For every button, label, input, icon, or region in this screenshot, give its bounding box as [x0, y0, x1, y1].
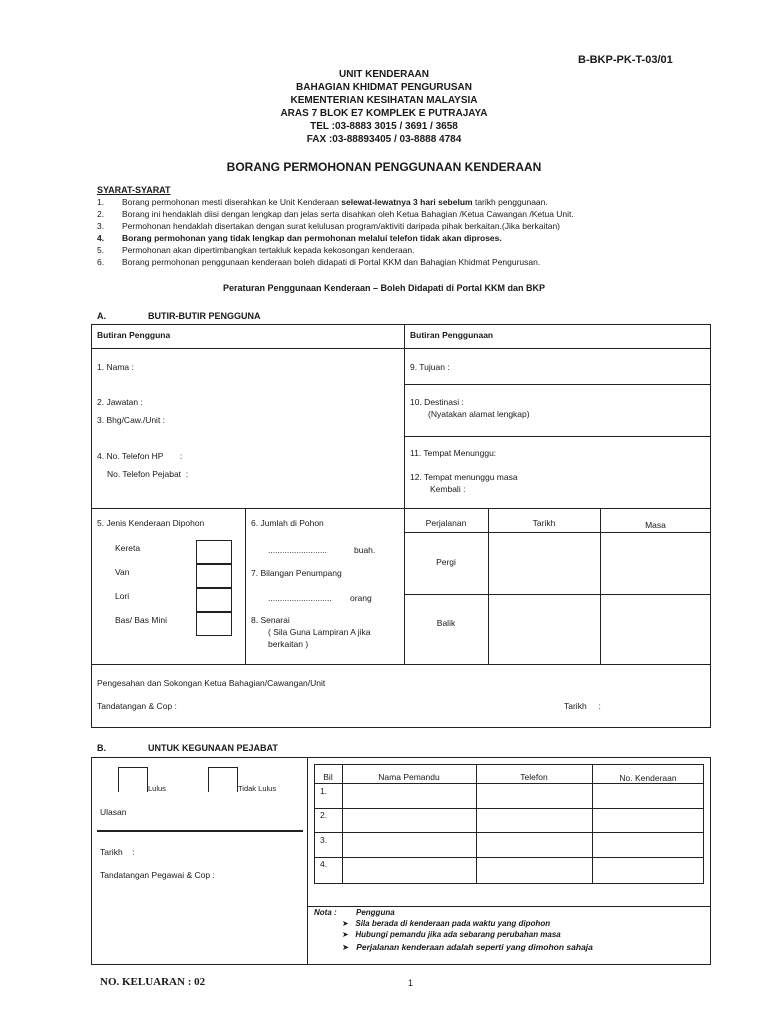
table-header-kenderaan: No. Kenderaan: [619, 773, 677, 783]
peraturan-note: Peraturan Penggunaan Kenderaan – Boleh Didapati di Portal KKM dan BKP: [222, 283, 546, 293]
jenis-kenderaan-label: 5. Jenis Kenderaan Dipohon: [97, 518, 205, 528]
ulasan-field[interactable]: Ulasan: [100, 807, 127, 817]
van-checkbox[interactable]: [196, 564, 232, 588]
header-tel: TEL :03-8883 3015 / 3691 / 3658: [310, 121, 458, 132]
nota-item-2: ➤ Hubungi pemandu jika ada sebarang perubahan masa: [342, 930, 561, 939]
jumlah-label: 6. Jumlah di Pohon: [251, 518, 324, 528]
bilangan-input[interactable]: ...........................: [268, 593, 332, 603]
tempat-menunggu-masa-field[interactable]: 12. Tempat menunggu masa: [410, 472, 518, 482]
jenis-kereta-label: Kereta: [115, 543, 141, 553]
section-b-title: UNTUK KEGUNAAN PEJABAT: [148, 743, 278, 753]
bas-checkbox[interactable]: [196, 612, 232, 636]
jumlah-input[interactable]: .........................: [268, 545, 328, 555]
header-bahagian: BAHAGIAN KHIDMAT PENGURUSAN: [296, 82, 472, 93]
jenis-bas-label: Bas/ Bas Mini: [115, 615, 167, 625]
senarai-note-2: berkaitan ): [268, 639, 309, 649]
table-row-2: 2.: [320, 810, 328, 820]
lori-checkbox[interactable]: [196, 588, 232, 612]
balik-label: Balik: [436, 618, 456, 628]
table-row-3: 3.: [320, 835, 328, 845]
table-row-1: 1.: [320, 786, 328, 796]
pergi-label: Pergi: [436, 557, 456, 567]
no-keluaran: NO. KELUARAN : 02: [100, 976, 206, 988]
kembali-label: Kembali :: [430, 484, 466, 494]
nota-item-3: ➤ Perjalanan kenderaan adalah seperti yang dimohon sahaja: [342, 942, 593, 952]
section-a-letter: A.: [97, 311, 106, 321]
tarikh-header: Tarikh: [532, 518, 556, 528]
tandatangan-pegawai-field[interactable]: Tandatangan Pegawai & Cop :: [100, 870, 215, 880]
perjalanan-header: Perjalanan: [425, 518, 467, 528]
nota-item-1: ➤ Sila berada di kenderaan pada waktu yang dipohon: [342, 919, 551, 928]
section-b-letter: B.: [97, 743, 106, 753]
buah-label: buah.: [354, 545, 376, 555]
section-a-title: BUTIR-BUTIR PENGGUNA: [148, 311, 261, 321]
tujuan-field[interactable]: 9. Tujuan :: [410, 362, 450, 372]
syarat-item-4: 4. Borang permohonan yang tidak lengkap dan permohonan melalui telefon tidak akan diproses.: [97, 233, 502, 243]
form-code: B-BKP-PK-T-03/01: [578, 54, 673, 66]
syarat-heading: SYARAT-SYARAT: [97, 185, 171, 195]
kereta-checkbox[interactable]: [196, 540, 232, 564]
orang-label: orang: [350, 593, 372, 603]
form-title: BORANG PERMOHONAN PENGGUNAAN KENDERAAN: [226, 160, 542, 174]
tarikh-pejabat-field[interactable]: Tarikh :: [100, 847, 135, 857]
masa-header: Masa: [645, 520, 666, 530]
arrow-icon: ➤: [342, 942, 357, 952]
senarai-note-1: ( Sila Guna Lampiran A jika: [268, 627, 371, 637]
header-address: ARAS 7 BLOK E7 KOMPLEK E PUTRAJAYA: [280, 108, 488, 119]
table-row-4: 4.: [320, 859, 328, 869]
lulus-label: Lulus: [148, 784, 166, 793]
syarat-item-3: 3. Permohonan hendaklah disertakan dengan surat kelulusan program/aktiviti daripada pihak berkaitan.(Jika berkaitan): [97, 221, 561, 231]
bilangan-label: 7. Bilangan Penumpang: [251, 568, 342, 578]
syarat-item-5: 5. Permohonan akan dipertimbangkan tertakluk kepada kekosongan kenderaan.: [97, 245, 415, 255]
jawatan-field[interactable]: 2. Jawatan :: [97, 397, 143, 407]
tidak-lulus-label: Tidak Lulus: [238, 784, 277, 793]
lulus-checkbox[interactable]: [118, 767, 148, 792]
tempat-menunggu-field[interactable]: 11. Tempat Menunggu:: [410, 448, 497, 458]
arrow-icon: ➤: [342, 930, 356, 939]
senarai-label: 8. Senarai: [251, 615, 290, 625]
header-kementerian: KEMENTERIAN KESIHATAN MALAYSIA: [290, 95, 478, 106]
destinasi-field[interactable]: 10. Destinasi :: [410, 397, 464, 407]
tarikh-sign-field[interactable]: Tarikh :: [564, 701, 601, 711]
syarat-item-1: 1. Borang permohonan mesti diserahkan ke Unit Kenderaan selewat-lewatnya 3 hari sebelum tarikh penggunaan.: [97, 197, 548, 207]
nama-field[interactable]: 1. Nama :: [97, 362, 134, 372]
tidak-lulus-checkbox[interactable]: [208, 767, 238, 792]
nota-title: Pengguna: [356, 908, 395, 917]
telefon-hp-field[interactable]: 4. No. Telefon HP :: [97, 451, 183, 461]
butiran-pengguna-header: Butiran Pengguna: [97, 330, 171, 340]
header-fax: FAX :03-88893405 / 03-8888 4784: [306, 134, 462, 145]
arrow-icon: ➤: [342, 919, 356, 928]
table-header-nama: Nama Pemandu: [378, 772, 440, 782]
header-unit: UNIT KENDERAAN: [339, 69, 429, 80]
table-header-telefon: Telefon: [520, 772, 548, 782]
butiran-penggunaan-header: Butiran Penggunaan: [410, 330, 494, 340]
tandatangan-field[interactable]: Tandatangan & Cop :: [97, 701, 177, 711]
jenis-lori-label: Lori: [115, 591, 130, 601]
pengesahan-label: Pengesahan dan Sokongan Ketua Bahagian/Cawangan/Unit: [97, 678, 326, 688]
page-number: 1: [408, 978, 414, 988]
telefon-pejabat-field[interactable]: No. Telefon Pejabat :: [107, 469, 189, 479]
syarat-item-2: 2. Borang ini hendaklah diisi dengan lengkap dan jelas serta disahkan oleh Ketua Bahagian /Ketua Cawangan /Ketua Unit.: [97, 209, 574, 219]
nota-label: Nota :: [314, 908, 337, 917]
syarat-item-6: 6. Borang permohonan penggunaan kenderaan boleh didapati di Portal KKM dan Bahagian Khidmat Pengurusan.: [97, 257, 541, 267]
bhg-field[interactable]: 3. Bhg/Caw./Unit :: [97, 415, 166, 425]
destinasi-note: (Nyatakan alamat lengkap): [428, 409, 530, 419]
table-header-bil: Bil: [323, 772, 333, 782]
jenis-van-label: Van: [115, 567, 130, 577]
